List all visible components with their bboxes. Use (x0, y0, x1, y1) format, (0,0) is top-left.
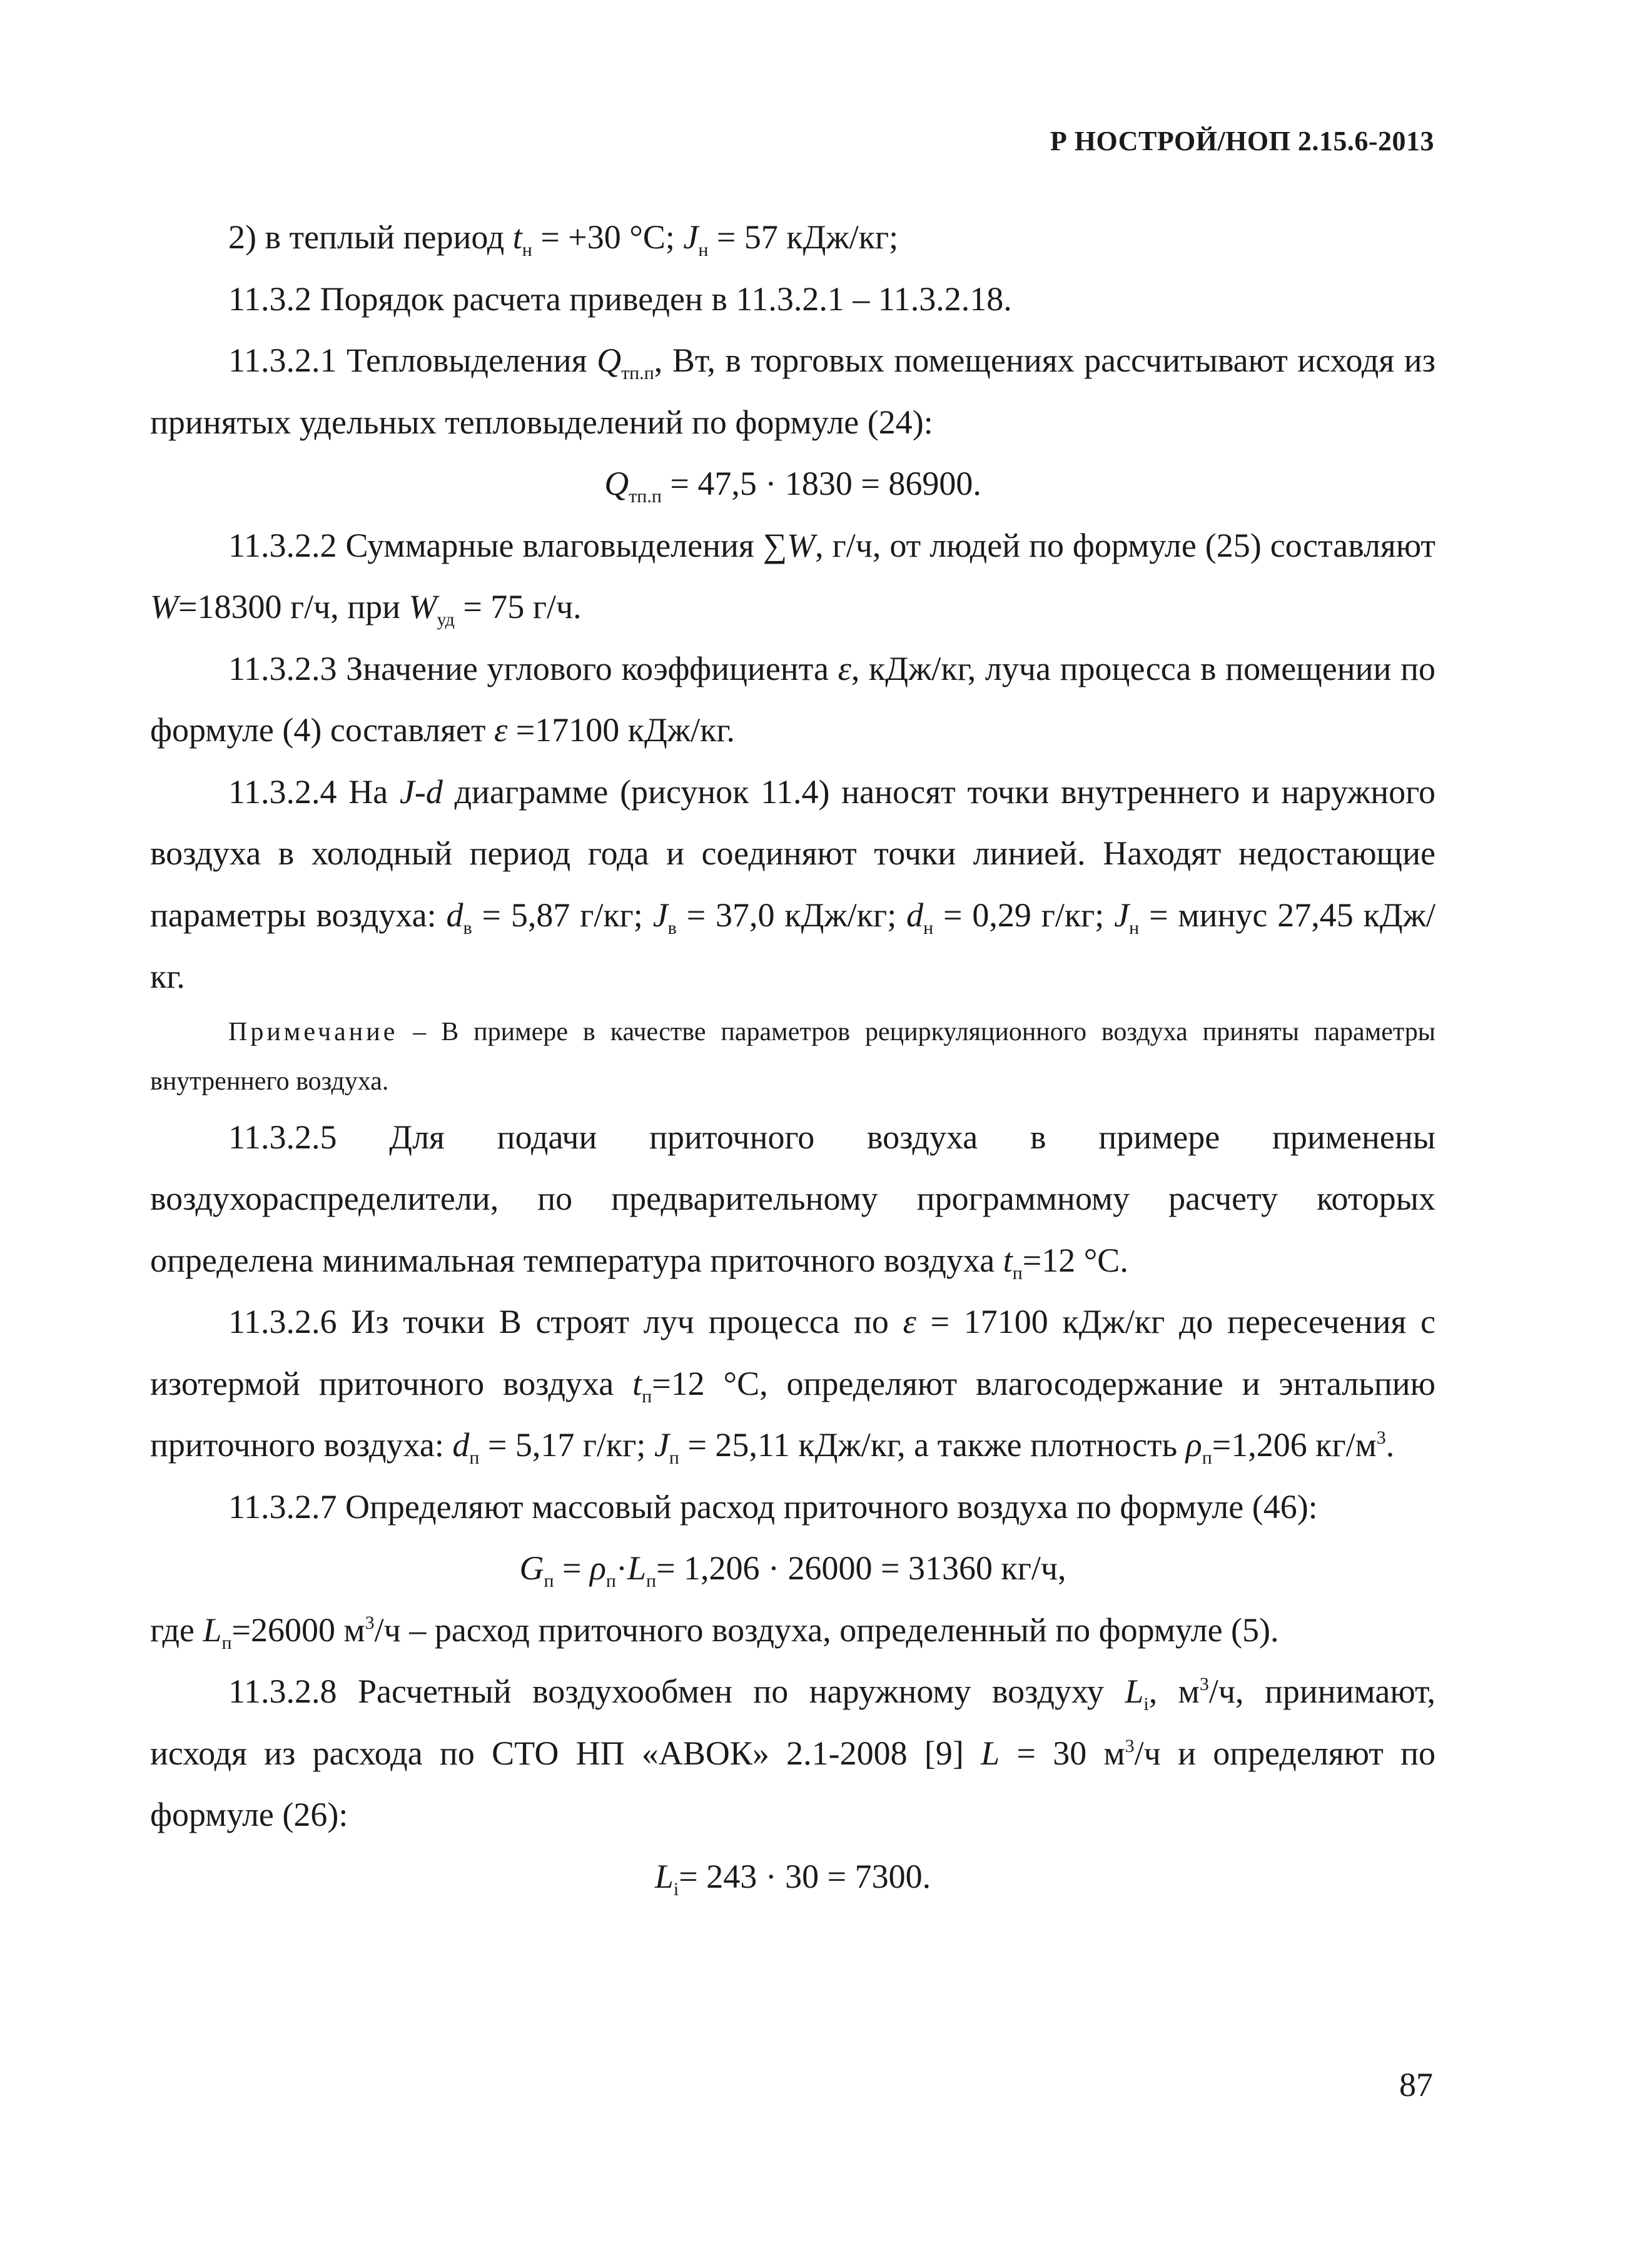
text: =17100 кДж/кг. (507, 711, 735, 749)
var: J (654, 1426, 669, 1464)
subscript: н (522, 240, 532, 260)
subscript: уд (437, 609, 455, 630)
subscript: i (673, 1878, 679, 1900)
subscript: н (1129, 917, 1140, 938)
var: Q (597, 342, 622, 379)
text: 11.3.2.2 Суммарные влаговыделения (228, 526, 763, 564)
text: = 47,5 · 1830 = 86900. (661, 465, 981, 502)
var: J-d (399, 772, 443, 811)
text: = 243 · 30 = 7300. (679, 1857, 931, 1895)
var: J (652, 896, 668, 934)
var: d (906, 896, 924, 934)
text: , Вт, в торговых помещениях рассчитывают исходя из принятых удельных тепловыделений по формуле (24): (150, 342, 1435, 441)
paragraph-warm-period (150, 206, 1435, 268)
var: J (683, 218, 699, 256)
subscript: в (463, 917, 472, 938)
text: = (554, 1549, 590, 1587)
paragraph-11-3-2-7: 11.3.2.7 Определяют массовый расход приточного воздуха по формуле (46): (228, 1487, 1318, 1526)
var: L (654, 1857, 674, 1895)
var: Q (604, 465, 629, 502)
text: /ч и определяют по формуле (26): (150, 1734, 1435, 1833)
text: 11.3.2.5 Для подачи приточного воздуха в примере применены воздухораспределители, по предварительному программному расчету которых определена минимальная температура приточного воздуха (150, 1118, 1435, 1279)
text: =12 °С, определяют влагосодержание и энтальпию приточного воздуха: (150, 1364, 1435, 1464)
text: = 57 кДж/кг; (708, 218, 899, 256)
formula-mass-flow (150, 1537, 1435, 1599)
superscript: 3 (1125, 1735, 1135, 1756)
subscript: н (923, 917, 934, 938)
var: L (627, 1549, 647, 1587)
paragraph-11-3-2-5 (150, 1106, 1435, 1292)
subscript: п (1012, 1262, 1023, 1283)
subscript: п (605, 1571, 616, 1591)
text: диаграмме (рисунок 11.4) наносят точки внутреннего и наружного воздуха в холодный период года и соединяют точки линией. Находят недостающие параметры воздуха: (150, 772, 1435, 934)
formula-air-exchange (150, 1846, 1435, 1908)
note-label: Примечание (228, 1017, 398, 1046)
text: =18300 г/ч, при (178, 588, 409, 625)
paragraph-where (150, 1599, 1435, 1661)
text: , кДж/кг, луча процесса в помещении по формуле (4) составляет (150, 649, 1435, 749)
text: = 1,206 · 26000 = 31360 кг/ч, (656, 1549, 1066, 1587)
var: L (203, 1611, 222, 1649)
subscript: тп.п (629, 486, 662, 507)
var: L (981, 1734, 1000, 1772)
text: · (615, 1549, 627, 1587)
text: = 0,29 г/кг; (933, 896, 1115, 934)
subscript: i (1143, 1694, 1149, 1714)
var: ε (903, 1303, 916, 1340)
text: = 5,87 г/кг; (472, 896, 653, 934)
document-header: Р НОСТРОЙ/НОП 2.15.6-2013 (1050, 126, 1434, 156)
subscript: п (469, 1447, 480, 1468)
var: G (519, 1549, 544, 1587)
paragraph-11-3-2-6 (150, 1291, 1435, 1476)
document-body (150, 206, 1435, 1907)
text: 11.3.2.3 Значение углового коэффициента (228, 649, 838, 687)
text: /ч, принимают, исходя из расхода по СТО НП «АВОК» 2.1-2008 [9] (150, 1673, 1435, 1772)
var: t (512, 218, 522, 256)
text: = 5,17 г/кг; (479, 1426, 654, 1464)
subscript: в (667, 917, 677, 938)
subscript: п (646, 1571, 657, 1591)
var: W (150, 588, 178, 625)
text: где (150, 1611, 203, 1649)
text: = 37,0 кДж/кг; (676, 896, 907, 934)
superscript: 3 (1376, 1427, 1386, 1448)
text: , м (1148, 1673, 1200, 1710)
text: 11.3.2.4 На (228, 772, 400, 811)
paragraph-11-3-2-4 (150, 761, 1435, 1008)
paragraph-11-3-2: 11.3.2 Порядок расчета приведен в 11.3.2.1 – 11.3.2.18. (228, 280, 1012, 318)
text: /ч – расход приточного воздуха, определенный по формуле (5). (374, 1611, 1279, 1649)
text: , г/ч, от людей по формуле (25) составляют (815, 526, 1435, 564)
superscript: 3 (365, 1612, 375, 1633)
subscript: п (669, 1447, 679, 1468)
var: W (408, 588, 437, 625)
text: = 17100 кДж/кг до пересечения с изотермой приточного воздуха (150, 1303, 1435, 1402)
text: 11.3.2.6 Из точки В строят луч процесса по (228, 1303, 903, 1340)
var: ε (838, 649, 851, 687)
var: d (446, 896, 463, 934)
subscript: п (642, 1385, 652, 1407)
text: =26000 м (231, 1611, 365, 1649)
text: = минус 27,45 кДж/кг. (150, 896, 1435, 995)
paragraph-11-3-2-1 (150, 330, 1435, 453)
text: 11.3.2.8 Расчетный воздухообмен по наружному воздуху (228, 1673, 1125, 1710)
text: =1,206 кг/м (1212, 1426, 1377, 1464)
note-text: – В примере в качестве параметров рециркуляционного воздуха приняты параметры внутреннего воздуха. (150, 1017, 1435, 1096)
var: L (1125, 1673, 1144, 1710)
note (150, 1008, 1435, 1106)
var: ∑W (762, 526, 816, 564)
text: = 30 м (1000, 1734, 1125, 1772)
paragraph-11-3-2-2 (150, 515, 1435, 638)
text: = 75 г/ч. (454, 588, 582, 625)
text: = 25,11 кДж/кг, а также плотность (679, 1426, 1186, 1464)
subscript: п (1202, 1447, 1212, 1468)
paragraph-11-3-2-8 (150, 1661, 1435, 1846)
var: J (1114, 896, 1130, 934)
subscript: тп.п (621, 363, 654, 383)
text: = +30 °С; (532, 218, 684, 256)
subscript: п (221, 1632, 232, 1653)
superscript: 3 (1199, 1674, 1209, 1694)
var: t (1003, 1241, 1013, 1279)
var: t (632, 1364, 642, 1402)
var: d (452, 1426, 470, 1464)
text: . (1385, 1426, 1395, 1464)
var: ρ (1185, 1426, 1202, 1464)
var: ρ (590, 1549, 606, 1587)
formula-heat-gain (150, 453, 1435, 515)
text: =12 °С. (1022, 1241, 1128, 1279)
page-number: 87 (1399, 2066, 1433, 2103)
text: 11.3.2.1 Тепловыделения (228, 342, 597, 379)
subscript: п (544, 1571, 554, 1591)
paragraph-11-3-2-3 (150, 638, 1435, 761)
var: ε (494, 711, 508, 749)
subscript: н (698, 240, 709, 260)
text: 2) в теплый период (228, 218, 513, 256)
